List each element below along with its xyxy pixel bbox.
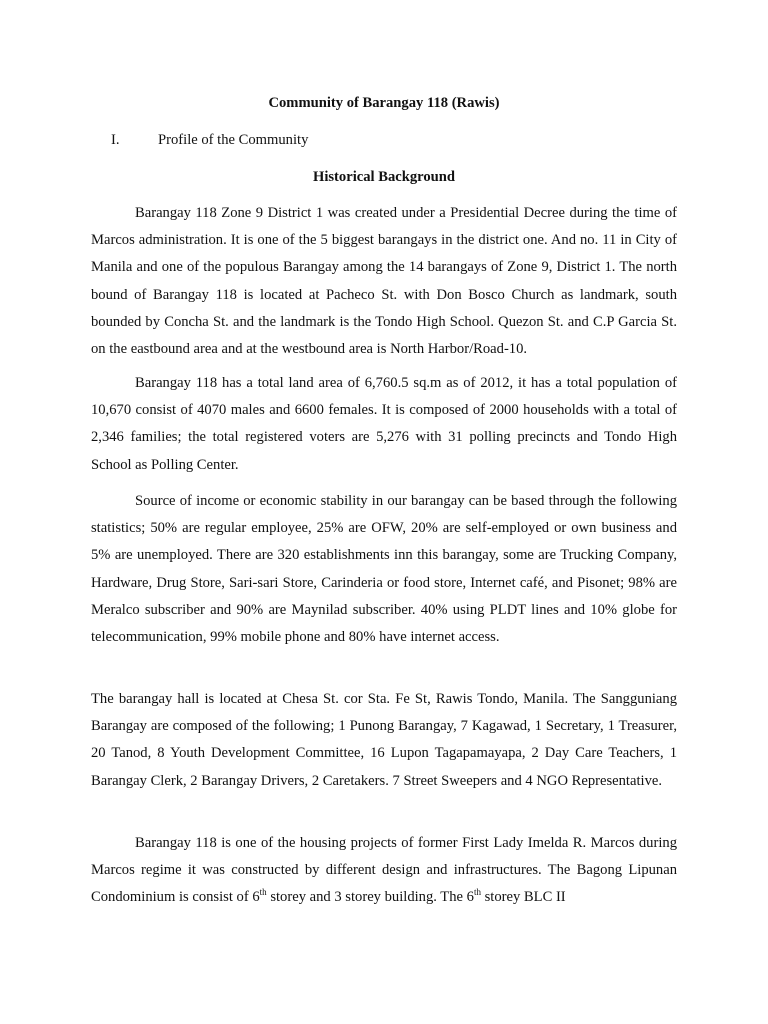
paragraph-text: Barangay 118 is one of the housing projects of former First Lady Imelda R. Marcos during Marcos regime it was constructed by different design and infrastructures. The Bagong Lipunan Condominium is consist of 6 xyxy=(91,835,677,906)
section-label: Profile of the Community xyxy=(158,132,309,148)
document-title: Community of Barangay 118 (Rawis) xyxy=(268,95,500,111)
paragraph xyxy=(91,830,677,912)
subheading: Historical Background xyxy=(312,169,456,185)
paragraph: The barangay hall is located at Chesa St. cor Sta. Fe St, Rawis Tondo, Manila. The Sangguniang Barangay are composed of the following; 1 Punong Barangay, 7 Kagawad, 1 Secretary, 1 Treasurer, 20 Tanod, 8 Youth Development Committee, 16 Lupon Tagapamayapa, 2 Day Care Teachers, 1 Barangay Clerk, 2 Barangay Drivers, 2 Caretakers. 7 Street Sweepers and 4 NGO Representative. xyxy=(91,691,677,789)
superscript: th xyxy=(473,887,481,898)
paragraph: Source of income or economic stability in our barangay can be based through the following statistics; 50% are regular employee, 25% are OFW, 20% are self-employed or own business and 5% are unemployed. There are 320 establishments inn this barangay, some are Trucking Company, Hardware, Drug Store, Sari-sari Store, Carinderia or food store, Internet café, and Pisonet; 98% are Meralco subscriber and 90% are Maynilad subscriber. 40% using PLDT lines and 10% globe for telecommunication, 99% mobile phone and 80% have internet access. xyxy=(91,493,677,646)
paragraph: Barangay 118 Zone 9 District 1 was created under a Presidential Decree during the time of Marcos administration. It is one of the 5 biggest barangays in the district one. And no. 11 in City of Manila and one of the populous Barangay among the 14 barangays of Zone 9, District 1. The north bound of Barangay 118 is located at Pacheco St. with Don Bosco Church as landmark, south bounded by Concha St. and the landmark is the Tondo High School. Quezon St. and C.P Garcia St. on the eastbound area and at the westbound area is North Harbor/Road-10. xyxy=(91,205,677,358)
superscript: th xyxy=(259,887,267,898)
paragraph: Barangay 118 has a total land area of 6,760.5 sq.m as of 2012, it has a total population of 10,670 consist of 4070 males and 6600 females. It is composed of 2000 households with a total of 2,346 families; the total registered voters are 5,276 with 31 polling precincts and Tondo High School as Polling Center. xyxy=(91,375,677,473)
paragraph-text: storey and 3 storey building. The 6 xyxy=(266,889,474,906)
section-number: I. xyxy=(111,132,120,148)
paragraph-text: storey BLC II xyxy=(480,889,566,906)
